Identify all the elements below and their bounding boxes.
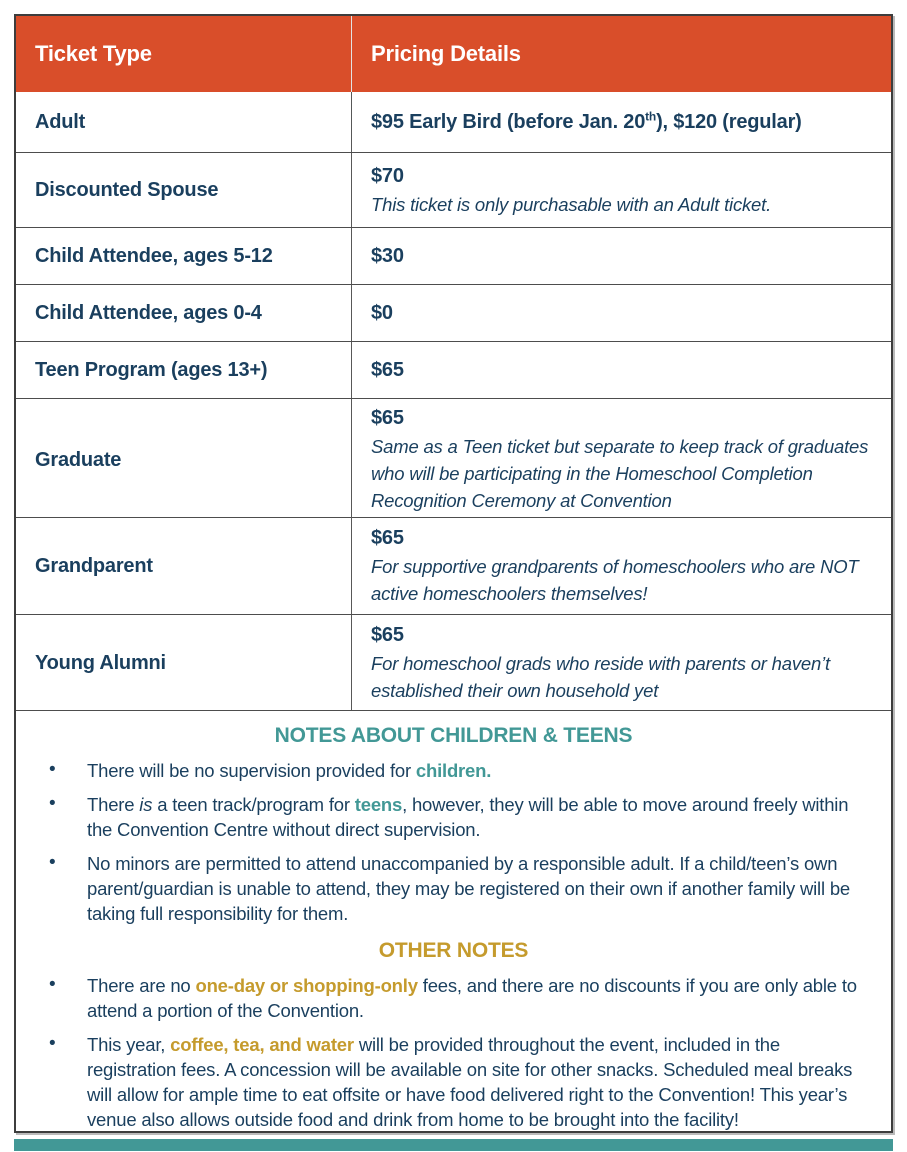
pricing-cell <box>352 153 891 227</box>
notes-list-children-teens <box>34 758 873 926</box>
pricing-cell <box>352 285 891 341</box>
ticket-row-child-5-12 <box>16 227 891 284</box>
ticket-row-graduate <box>16 398 891 517</box>
pricing-cell <box>352 92 891 152</box>
price-text <box>371 109 875 136</box>
price-segment: $70 <box>371 164 404 187</box>
price-segment: $65 <box>371 407 404 429</box>
ticket-type-cell <box>16 92 352 152</box>
price-segment: $95 Early Bird (before Jan. 20 <box>371 110 646 133</box>
table-header-row <box>16 16 891 92</box>
ticket-row-adult <box>16 92 891 152</box>
note-bullet <box>34 973 873 1023</box>
ticket-type-label: Adult <box>35 111 86 133</box>
note-text-run: one-day or shopping-only <box>195 975 418 996</box>
price-text <box>371 622 875 649</box>
note-text-run: will be provided throughout the event, included in the registration fees. A concession will be available on site for other snacks. Scheduled meal breaks will allow for ample time to eat offsite or have food delivered right to the Convention! This year’s venue also allows outside food and drink from home to be brought into the facility! <box>87 1034 853 1130</box>
note-text-run: This year, <box>87 1034 171 1055</box>
price-segment: $65 <box>371 358 404 381</box>
ticket-type-label: Grandparent <box>35 555 153 577</box>
pricing-table <box>14 14 893 1133</box>
note-text-run: teens <box>354 794 403 815</box>
ticket-type-label: Graduate <box>35 448 122 471</box>
ticket-row-grandparent <box>16 517 891 614</box>
ticket-row-teen <box>16 341 891 398</box>
note-text-run: There are no <box>87 975 196 996</box>
ticket-type-label: Discounted Spouse <box>35 179 219 201</box>
note-text-run: coffee, tea, and water <box>170 1034 354 1055</box>
pricing-cell <box>352 342 891 398</box>
price-note: This ticket is only purchasable with an Adult ticket. <box>371 193 772 215</box>
price-text <box>371 525 875 552</box>
note-text-run: children. <box>415 760 492 781</box>
price-segment: $0 <box>371 301 393 324</box>
ticket-type-cell <box>16 285 352 341</box>
ticket-type-cell <box>16 342 352 398</box>
note-bullet <box>34 758 873 783</box>
price-text <box>371 300 875 327</box>
note-text-run: is <box>139 794 153 815</box>
notes-list-other <box>34 973 873 1131</box>
ticket-type-label: Child Attendee, ages 5-12 <box>35 245 273 267</box>
column-header-ticket-type <box>16 16 352 92</box>
column-header-pricing-details <box>352 16 891 92</box>
price-text <box>371 357 875 384</box>
price-text <box>371 163 875 190</box>
price-segment: $65 <box>371 527 404 549</box>
notes-title-other: OTHER NOTES <box>378 939 529 962</box>
note-bullet <box>34 1032 873 1131</box>
notes-section <box>16 710 891 1131</box>
pricing-cell <box>352 228 891 284</box>
ticket-type-cell <box>16 399 352 520</box>
ticket-type-cell <box>16 615 352 710</box>
note-bullet <box>34 851 873 926</box>
price-segment: $65 <box>371 623 404 646</box>
pricing-cell <box>352 399 891 520</box>
ticket-row-young-alumni <box>16 614 891 710</box>
ticket-row-child-0-4 <box>16 284 891 341</box>
ticket-row-spouse <box>16 152 891 227</box>
note-text-run: There <box>87 794 140 815</box>
ticket-rows <box>16 92 891 710</box>
notes-title-children-teens: NOTES ABOUT CHILDREN & TEENS <box>274 724 633 747</box>
note-text-run: , however, they will be able to move around freely within the Convention Centre without direct supervision. <box>87 794 849 840</box>
price-superscript: th <box>645 108 657 123</box>
price-text <box>371 243 875 270</box>
price-note: For supportive grandparents of homeschoolers who are NOT active homeschoolers themselves! <box>371 556 859 604</box>
ticket-type-cell <box>16 153 352 227</box>
pricing-cell <box>352 615 891 710</box>
ticket-type-label: Teen Program (ages 13+) <box>35 359 268 381</box>
price-note: For homeschool grads who reside with parents or haven’t established their own household yet <box>371 652 830 701</box>
note-text-run: a teen track/program for <box>152 794 355 815</box>
pricing-details-header-label: Pricing Details <box>371 41 521 66</box>
note-text-run: No minors are permitted to attend unaccompanied by a responsible adult. If a child/teen’s own parent/guardian is unable to attend, they may be registered on their own if another family will be taking full responsibility for them. <box>87 853 850 924</box>
price-note: Same as a Teen ticket but separate to keep track of graduates who will be participating in the Homeschool Completion Recognition Ceremony at Convention <box>371 436 869 511</box>
ticket-type-cell <box>16 228 352 284</box>
pricing-cell <box>352 518 891 614</box>
note-bullet <box>34 792 873 842</box>
note-text-run: fees, and there are no discounts if you are only able to attend a portion of the Convention. <box>87 975 857 1021</box>
ticket-type-label: Child Attendee, ages 0-4 <box>35 302 262 324</box>
note-text-run: There will be no supervision provided for <box>87 760 416 781</box>
footer-accent-bar <box>14 1139 893 1151</box>
price-segment: $30 <box>371 244 404 267</box>
price-text <box>371 405 875 432</box>
ticket-type-cell <box>16 518 352 614</box>
price-segment: ), $120 (regular) <box>656 110 802 133</box>
ticket-type-header-label: Ticket Type <box>35 41 152 66</box>
ticket-type-label: Young Alumni <box>35 651 166 674</box>
